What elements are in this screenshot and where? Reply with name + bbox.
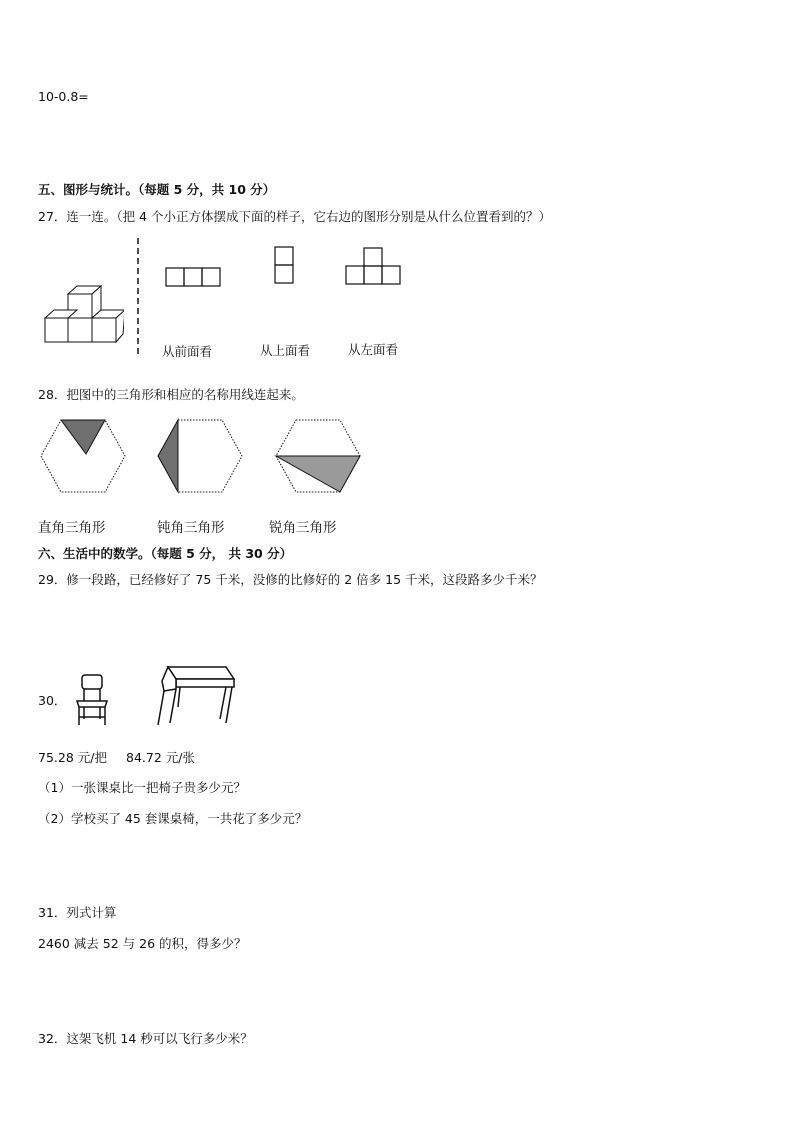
q32-text: 32．这架飞机 14 秒可以飞行多少米？ xyxy=(38,1031,253,1046)
price-chair: 75.28 元/把 xyxy=(38,750,107,765)
dashed-divider xyxy=(136,238,140,358)
cube-stack-figure xyxy=(44,284,124,344)
q28-text: 28．把图中的三角形和相应的名称用线连起来。 xyxy=(38,387,304,402)
hexagon-figure-3 xyxy=(273,418,363,494)
q30-sub2: （2）学校买了 45 套课桌椅，一共花了多少元？ xyxy=(38,811,308,826)
view-label-front: 从前面看 xyxy=(162,344,213,359)
hexagon-figure-2 xyxy=(155,418,245,494)
q27-text: 27．连一连。（把 4 个小正方体摆成下面的样子，它右边的图形分别是从什么位置看到的？） xyxy=(38,209,552,224)
q30-number: 30． xyxy=(38,693,67,708)
top-expression: 10-0.8= xyxy=(38,89,89,104)
view-t-shape xyxy=(345,247,405,287)
triangle-name-acute: 锐角三角形 xyxy=(269,520,337,536)
q31-title: 31．列式计算 xyxy=(38,905,117,920)
view-label-top: 从上面看 xyxy=(260,343,311,358)
view-label-left: 从左面看 xyxy=(348,342,399,357)
section-6-heading: 六、生活中的数学。（每题 5 分， 共 30 分） xyxy=(38,546,293,561)
price-desk: 84.72 元/张 xyxy=(126,750,195,765)
triangle-name-obtuse: 钝角三角形 xyxy=(157,520,225,536)
triangle-name-right: 直角三角形 xyxy=(38,520,106,536)
section-5-heading: 五、图形与统计。（每题 5 分，共 10 分） xyxy=(38,182,276,197)
q29-text: 29．修一段路，已经修好了 75 千米，没修的比修好的 2 倍多 15 千米，这段路多少千米？ xyxy=(38,572,543,587)
hexagon-figure-1 xyxy=(38,418,128,494)
view-two-stacked xyxy=(274,246,296,286)
q30-sub1: （1）一张课桌比一把椅子贵多少元？ xyxy=(38,780,246,795)
chair-image xyxy=(72,673,112,729)
q31-text: 2460 减去 52 与 26 的积，得多少？ xyxy=(38,936,247,951)
view-three-in-row xyxy=(165,267,223,287)
desk-image xyxy=(156,663,236,729)
